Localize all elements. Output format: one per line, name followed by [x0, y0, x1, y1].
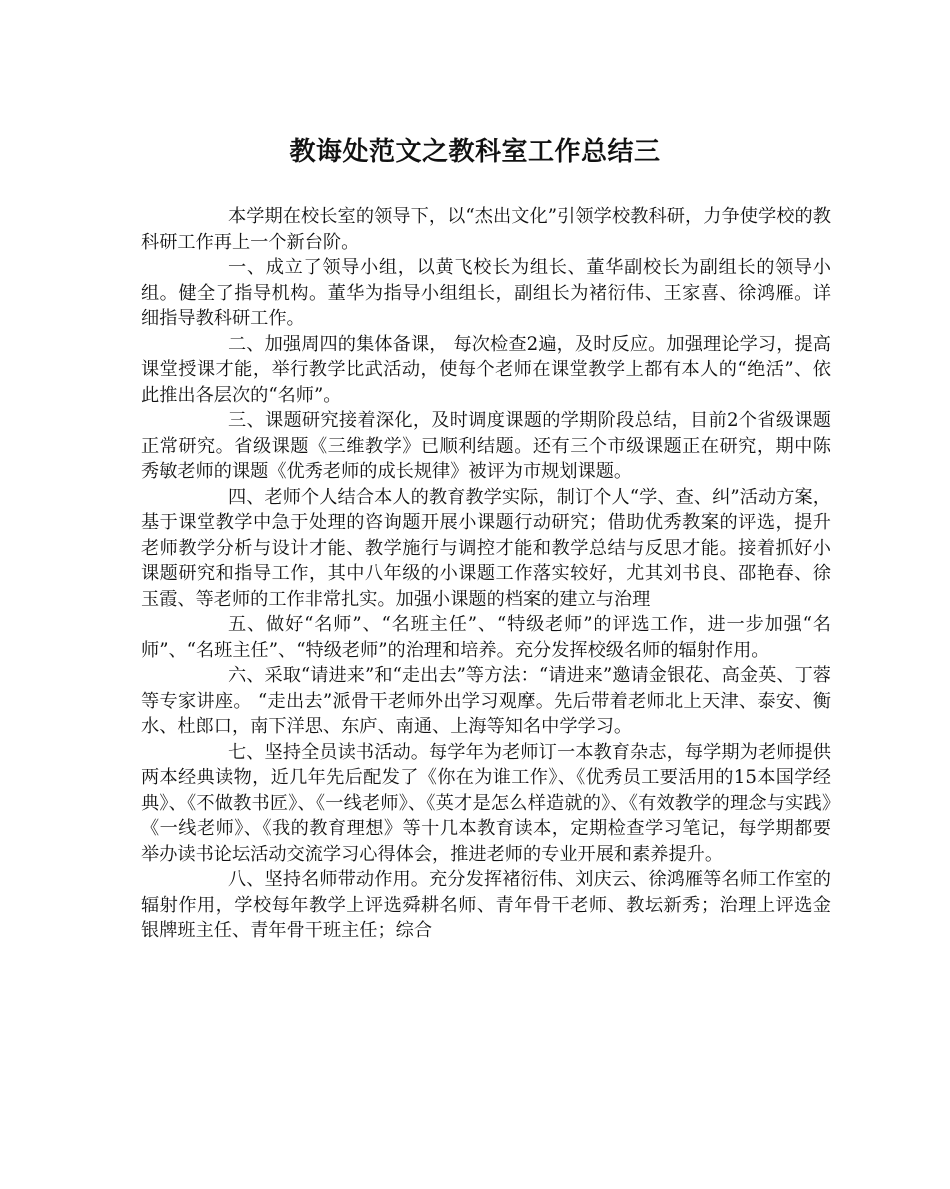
document-title: 教诲处范文之教科室工作总结三: [289, 137, 661, 167]
paragraph-intro: 本学期在校长室的领导下，以“杰出文化”引领学校教科研，力争使学校的教科研工作再上一个新台阶。: [141, 206, 831, 253]
paragraph-4: 四、老师个人结合本人的教育教学实际，制订个人“学、查、纠”活动方案，基于课堂教学中急于处理的咨询题开展小课题行动研究；借助优秀教案的评选，提升老师教学分析与设计才能、教学施行与调控才能和教学总结与反思才能。接着抓好小课题研究和指导工作，其中八年级的小课题工作落实较好，尤其刘书良、邵艳春、徐玉霞、等老师的工作非常扎实。加强小课题的档案的建立与治理: [141, 486, 831, 610]
paragraph-3: 三、课题研究接着深化，及时调度课题的学期阶段总结，目前2个省级课题正常研究。省级课题《三维教学》已顺利结题。还有三个市级课题正在研究，期中陈秀敏老师的课题《优秀老师的成长规律》被评为市规划课题。: [141, 410, 831, 482]
paragraph-2: 二、加强周四的集体备课， 每次检查2遍，及时反应。加强理论学习，提高课堂授课才能，举行教学比武活动，使每个老师在课堂教学上都有本人的“绝活”、依此推出各层次的“名师”。: [141, 333, 831, 406]
paragraph-1: 一、成立了领导小组，以黄飞校长为组长、董华副校长为副组长的领导小组。健全了指导机构。董华为指导小组组长，副组长为褚衍伟、王家喜、徐鸿雁。详细指导教科研工作。: [141, 257, 831, 329]
paragraph-6: 六、采取“请进来”和“走出去”等方法：“请进来”邀请金银花、高金英、丁蓉等专家讲座。 “走出去”派骨干老师外出学习观摩。先后带着老师北上天津、泰安、衡水、杜郎口，南下洋思、东庐、南通、上海等知名中学学习。: [141, 665, 831, 737]
paragraph-8: 八、坚持名师带动作用。充分发挥褚衍伟、刘庆云、徐鸿雁等名师工作室的辐射作用，学校每年教学上评选舜耕名师、青年骨干老师、教坛新秀；治理上评选金银牌班主任、青年骨干班主任；综合: [141, 869, 831, 941]
paragraph-7: 七、坚持全员读书活动。每学年为老师订一本教育杂志，每学期为老师提供两本经典读物，近几年先后配发了《你在为谁工作》、《优秀员工要活用的15本国学经典》、《不做教书匠》、《一线老师》、《英才是怎么样造就的》、《有效教学的理念与实践》《一线老师》、《我的教育理想》等十几本教育读本，定期检查学习笔记，每学期都要举办读书论坛活动交流学习心得体会，推进老师的专业开展和素养提升。: [141, 741, 831, 865]
document-body: [141, 204, 831, 944]
paragraph-5: 五、做好“名师”、“名班主任”、“特级老师”的评选工作，进一步加强“名师”、“名班主任”、“特级老师”的治理和培养。充分发挥校级名师的辐射作用。: [141, 614, 831, 661]
